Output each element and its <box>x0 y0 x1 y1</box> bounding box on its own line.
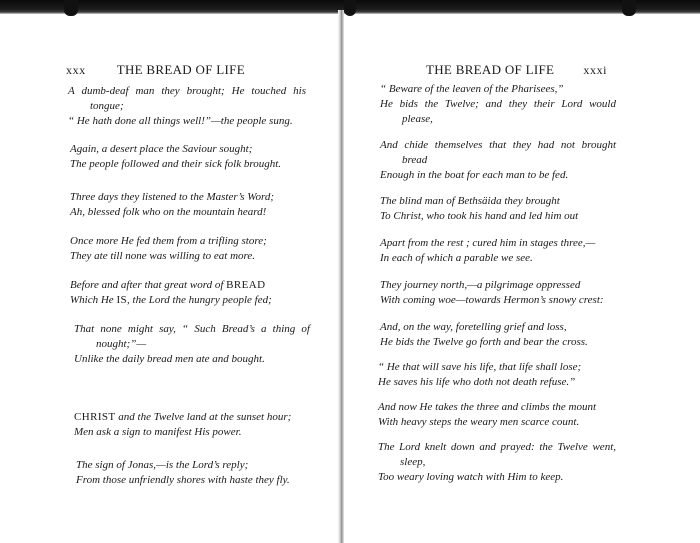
verse-line: The people followed and their sick folk brought. <box>70 158 282 170</box>
verse-line: And, on the way, foretelling grief and loss, <box>380 321 567 333</box>
left-header <box>66 62 245 78</box>
right-stanza-5 <box>380 278 604 308</box>
small-caps-word: CHRIST <box>74 411 116 423</box>
verse-line: bread <box>402 154 428 166</box>
right-folio: xxxi <box>583 63 608 77</box>
verse-line: Three days they listened to the Master’s Word; <box>70 191 274 203</box>
right-stanza-7 <box>378 360 581 390</box>
verse-line: Before and after that great word of BREAD <box>70 279 266 291</box>
left-stanza-5 <box>70 278 272 308</box>
right-header <box>426 62 607 78</box>
right-stanza-1 <box>380 82 616 127</box>
left-page <box>0 0 338 543</box>
verse-line: please, <box>402 113 433 125</box>
verse-line: From those unfriendly shores with haste they fly. <box>76 474 290 486</box>
verse-line: The blind man of Bethsäida they brought <box>380 195 560 207</box>
right-page <box>344 0 700 543</box>
verse-line: The Lord knelt down and prayed: the Twelve went, <box>378 441 616 453</box>
right-stanza-2 <box>380 138 616 183</box>
verse-line: CHRIST and the Twelve land at the sunset hour; <box>74 411 292 423</box>
verse-line: Apart from the rest ; cured him in stages three,— <box>380 237 596 249</box>
verse-line: Unlike the daily bread men ate and bought. <box>74 353 265 365</box>
verse-line: In each of which a parable we see. <box>380 252 533 264</box>
verse-line: Which He IS, the Lord the hungry people fed; <box>70 294 272 306</box>
right-stanza-9 <box>378 440 616 485</box>
verse-line: tongue; <box>90 100 124 112</box>
left-stanza-3 <box>70 190 274 220</box>
verse-line: To Christ, who took his hand and led him out <box>380 210 579 222</box>
verse-line: He saves his life who doth not death refuse.” <box>378 376 576 388</box>
right-stanza-3 <box>380 194 578 224</box>
verse-line: “ He hath done all things well!”—the people sung. <box>68 115 293 127</box>
verse-line: With heavy steps the weary men scarce count. <box>378 416 580 428</box>
verse-line: He bids the Twelve; and they their Lord would <box>380 98 616 110</box>
left-folio: xxx <box>66 63 86 77</box>
right-stanza-4 <box>380 236 595 266</box>
small-caps-word: BREAD <box>226 279 266 291</box>
verse-line: Once more He fed them from a trifling store; <box>70 235 267 247</box>
verse-line: Again, a desert place the Saviour sought; <box>70 143 253 155</box>
left-running-head: THE BREAD OF LIFE <box>116 62 245 77</box>
right-stanza-8 <box>378 400 596 430</box>
right-stanza-6 <box>380 320 588 350</box>
verse-line: With coming woe—towards Hermon’s snowy crest: <box>380 294 604 306</box>
left-stanza-7 <box>74 410 291 440</box>
verse-line: Enough in the boat for each man to be fed. <box>380 169 569 181</box>
verse-line: He bids the Twelve go forth and bear the cross. <box>380 336 588 348</box>
verse-line: They ate till none was willing to eat more. <box>70 250 256 262</box>
verse-line: “ He that will save his life, that life shall lose; <box>378 361 582 373</box>
left-stanza-8 <box>76 458 290 488</box>
verse-line: Ah, blessed folk who on the mountain heard! <box>70 206 267 218</box>
verse-line: And now He takes the three and climbs the mount <box>378 401 597 413</box>
verse-line: The sign of Jonas,—is the Lord’s reply; <box>76 459 249 471</box>
right-running-head: THE BREAD OF LIFE <box>426 62 555 77</box>
small-caps-word: IS <box>116 294 128 306</box>
verse-line: “ Beware of the leaven of the Pharisees,” <box>380 83 564 95</box>
left-stanza-1 <box>68 84 306 129</box>
verse-line: They journey north,—a pilgrimage oppressed <box>380 279 581 291</box>
verse-line: nought;”— <box>96 338 147 350</box>
verse-line: Too weary loving watch with Him to keep. <box>378 471 564 483</box>
verse-line: Men ask a sign to manifest His power. <box>74 426 242 438</box>
verse-line: sleep, <box>400 456 426 468</box>
verse-line: A dumb-deaf man they brought; He touched his <box>68 85 306 97</box>
verse-line: And chide themselves that they had not brought <box>380 139 616 151</box>
left-stanza-4 <box>70 234 267 264</box>
verse-line: That none might say, “ Such Bread’s a thing of <box>74 323 310 335</box>
left-stanza-2 <box>70 142 281 172</box>
left-stanza-6 <box>74 322 310 367</box>
